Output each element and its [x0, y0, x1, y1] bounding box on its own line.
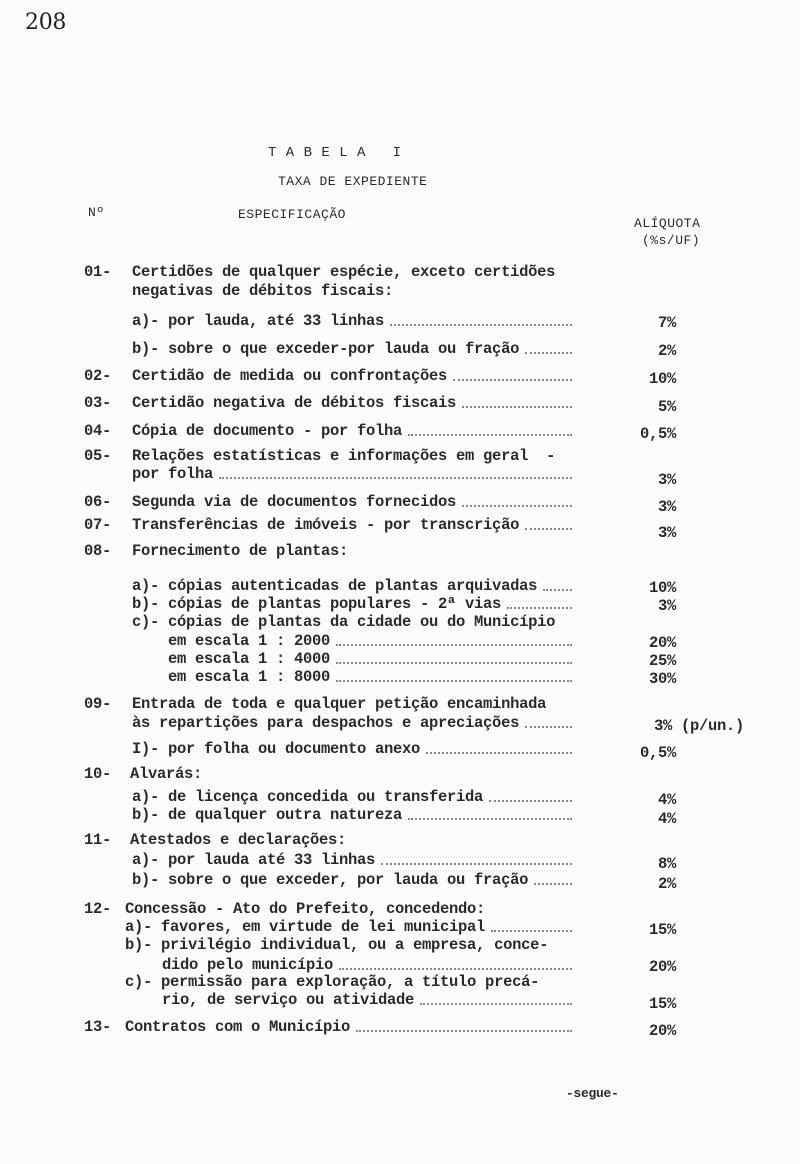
sub-item	[132, 871, 574, 889]
item-rate: 30%	[648, 670, 676, 688]
dot-leader	[489, 800, 572, 802]
item-text: Certidão negativa de débitos fiscais	[132, 394, 457, 412]
item-rate: 25%	[648, 652, 676, 670]
sub-item	[162, 991, 574, 1009]
item-number: 12-	[84, 900, 112, 918]
item-rate: 2%	[657, 875, 676, 893]
column-header-specification: ESPECIFICAÇÃO	[238, 207, 346, 222]
item	[132, 714, 574, 732]
item-rate: 0,5%	[639, 744, 676, 762]
item-text: Entrada de toda e qualquer petição encaminhada	[132, 695, 547, 713]
dot-leader	[408, 818, 572, 820]
item-text: Contratos com o Município	[125, 1018, 351, 1036]
sub-item	[132, 595, 574, 613]
item-rate: 3%	[657, 471, 676, 489]
sub-item-text: b)- cópias de plantas populares - 2ª vias	[132, 595, 502, 613]
item-number: 07-	[84, 516, 112, 534]
sub-item	[162, 956, 574, 974]
item-rate: 3%	[657, 597, 676, 615]
dot-leader	[453, 379, 572, 381]
dot-leader	[525, 528, 572, 530]
item-text: Relações estatísticas e informações em geral -	[132, 447, 556, 465]
sub-item	[168, 632, 574, 650]
column-header-number: Nº	[88, 205, 105, 220]
item-number: 10-	[84, 765, 112, 783]
sub-item	[168, 650, 574, 668]
table-title: T A B E L A I	[268, 145, 402, 161]
sub-item	[132, 851, 574, 869]
item-number: 04-	[84, 422, 112, 440]
item-text: Segunda via de documentos fornecidos	[132, 493, 457, 511]
item-rate: 4%	[657, 810, 676, 828]
item	[132, 394, 574, 412]
sub-item	[132, 806, 574, 824]
dot-leader	[462, 406, 572, 408]
dot-leader	[339, 968, 572, 970]
sub-item	[132, 340, 574, 358]
item-rate: 3% (p/un.)	[654, 717, 745, 735]
sub-item-text: em escala 1 : 2000	[168, 632, 331, 650]
dot-leader	[534, 883, 572, 885]
dot-leader	[356, 1030, 572, 1032]
item-rate: 0,5%	[639, 425, 676, 443]
dot-leader	[336, 680, 572, 682]
sub-item	[132, 312, 574, 330]
sub-item-text: a)- por lauda até 33 linhas	[132, 851, 376, 869]
item-rate: 8%	[657, 855, 676, 873]
dot-leader	[408, 434, 572, 436]
dot-leader	[525, 726, 572, 728]
page-number: 208	[25, 10, 67, 35]
item-rate: 20%	[648, 1022, 676, 1040]
item	[132, 422, 574, 440]
item-text: Cópia de documento - por folha	[132, 422, 403, 440]
item	[125, 1018, 574, 1036]
item-text: negativas de débitos fiscais:	[132, 282, 394, 300]
item-text: Certidão de medida ou confrontações	[132, 367, 448, 385]
item-rate: 15%	[648, 921, 676, 939]
dot-leader	[543, 589, 572, 591]
sub-item-text: em escala 1 : 4000	[168, 650, 331, 668]
sub-item-text: c)- cópias de plantas da cidade ou do Município	[132, 613, 556, 631]
item-rate: 5%	[657, 398, 676, 416]
sub-item	[132, 740, 574, 758]
dot-leader	[219, 477, 572, 479]
item-text: Fornecimento de plantas:	[132, 542, 349, 560]
item-rate: 4%	[657, 791, 676, 809]
dot-leader	[525, 352, 572, 354]
item-text: Concessão - Ato do Prefeito, concedendo:	[125, 900, 486, 918]
item-rate: 10%	[648, 579, 676, 597]
item-rate: 7%	[657, 314, 676, 332]
sub-item-text: dido pelo município	[162, 956, 334, 974]
item	[132, 493, 574, 511]
dot-leader	[426, 752, 572, 754]
item-number: 01-	[84, 263, 112, 281]
item-text: às repartições para despachos e apreciações	[132, 714, 520, 732]
sub-item-text: b)- sobre o que exceder, por lauda ou fração	[132, 871, 529, 889]
item-text: Alvarás:	[130, 765, 203, 783]
item	[132, 516, 574, 534]
item-number: 06-	[84, 493, 112, 511]
item-rate: 10%	[648, 370, 676, 388]
sub-item-text: a)- de licença concedida ou transferida	[132, 788, 484, 806]
dot-leader	[491, 930, 572, 932]
sub-item	[132, 577, 574, 595]
item-number: 08-	[84, 542, 112, 560]
item	[132, 367, 574, 385]
sub-item	[132, 788, 574, 806]
sub-item-text: b)- de qualquer outra natureza	[132, 806, 403, 824]
item	[132, 465, 574, 483]
item-rate: 15%	[648, 995, 676, 1013]
column-header-rate-unit: (%s/UF)	[642, 233, 701, 248]
dot-leader	[507, 607, 572, 609]
dot-leader	[390, 324, 572, 326]
item-text: por folha	[132, 465, 214, 483]
sub-item-text: b)- privilégio individual, ou a empresa, conce-	[125, 936, 549, 954]
item-number: 02-	[84, 367, 112, 385]
dot-leader	[462, 505, 572, 507]
sub-item	[125, 918, 574, 936]
item-text: Certidões de qualquer espécie, exceto certidões	[132, 263, 556, 281]
item-number: 03-	[84, 394, 112, 412]
sub-item-text: a)- cópias autenticadas de plantas arquivadas	[132, 577, 538, 595]
item-number: 13-	[84, 1018, 112, 1036]
dot-leader	[420, 1003, 572, 1005]
item-number: 11-	[84, 831, 112, 849]
item-text: Atestados e declarações:	[130, 831, 347, 849]
sub-item	[168, 668, 574, 686]
item-rate: 3%	[657, 524, 676, 542]
item-text: Transferências de imóveis - por transcrição	[132, 516, 520, 534]
dot-leader	[336, 644, 572, 646]
sub-item-text: I)- por folha ou documento anexo	[132, 740, 421, 758]
item-rate: 3%	[657, 498, 676, 516]
column-header-rate: ALÍQUOTA	[634, 216, 701, 231]
sub-item-text: b)- sobre o que exceder-por lauda ou fração	[132, 340, 520, 358]
sub-item-text: a)- favores, em virtude de lei municipal	[125, 918, 486, 936]
sub-item-text: a)- por lauda, até 33 linhas	[132, 312, 385, 330]
sub-item-text: rio, de serviço ou atividade	[162, 991, 415, 1009]
item-rate: 20%	[648, 958, 676, 976]
item-number: 05-	[84, 447, 112, 465]
dot-leader	[381, 863, 572, 865]
continuation-note: -segue-	[566, 1086, 619, 1101]
item-number: 09-	[84, 695, 112, 713]
dot-leader	[336, 662, 572, 664]
sub-item-text: em escala 1 : 8000	[168, 668, 331, 686]
table-subtitle: TAXA DE EXPEDIENTE	[278, 174, 428, 189]
item-rate: 20%	[648, 634, 676, 652]
item-rate: 2%	[657, 342, 676, 360]
sub-item-text: c)- permissão para exploração, a título precá-	[125, 973, 540, 991]
